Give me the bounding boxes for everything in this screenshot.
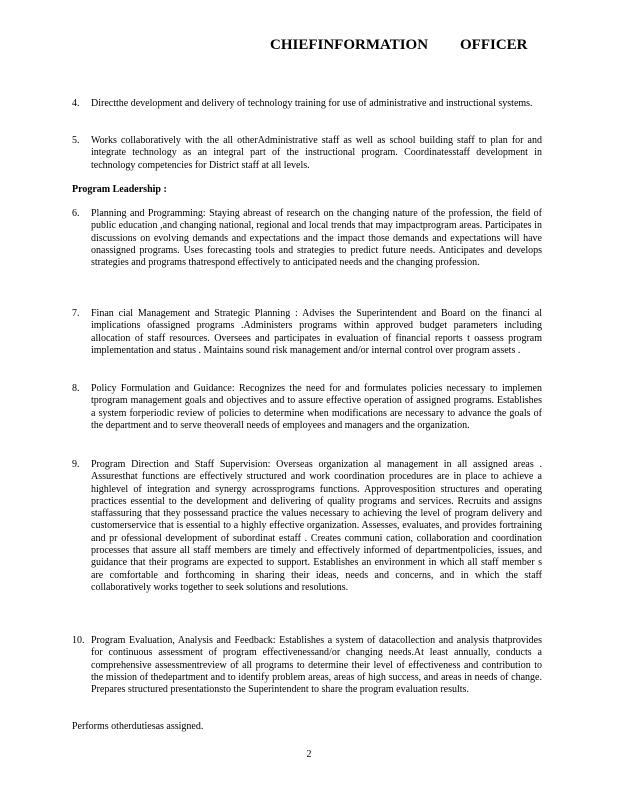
title-part-2: OFFICER bbox=[460, 37, 528, 53]
item-text: Policy Formulation and Guidance: Recognizes the need for and formulates policies necessary to implemen tprogram management goals and objectives and to assure effective operation of assigned programs. Establishes a system forperiodic review of policies to determine when modifications are necessary to advance the goals of the department and to serve theoverall needs of employees and managers and the organization. bbox=[91, 383, 542, 431]
item-number: 5. bbox=[72, 135, 80, 146]
item-text: Directthe development and delivery of technology training for use of administrative and instructional systems. bbox=[91, 98, 533, 109]
duty-item-4 bbox=[72, 98, 542, 110]
duty-item-9 bbox=[72, 459, 542, 594]
duty-item-8 bbox=[72, 383, 542, 432]
item-text: Planning and Programming: Staying abreast of research on the changing nature of the profession, the field of public education ,and changing national, regional and local trends that may impactprogram areas. Participates in discussions on evolving demands and expectations and the impact those demands and expectations will have onassigned programs. Uses forecasting tools and strategies to predict future needs. Anticipates and develops strategies and programs thatrespond effectively to anticipated needs and the changing profession. bbox=[91, 208, 542, 269]
duty-item-5 bbox=[72, 135, 542, 172]
item-number: 8. bbox=[72, 383, 80, 394]
title-part-1: CHIEFINFORMATION bbox=[270, 37, 429, 53]
item-text: Program Direction and Staff Supervision: Overseas organization al management in all assigned areas . Assuresthat functions are effectively structured and work coordination procedures are in place to achieve a highlevel of integration and synergy acrossprograms functions. Approvesposition structures and operating practices essential to the development and delivering of quality programs and services. Recruits and assigns staffassuring that they possessand practice the values necessary to achieving the level of program delivery and customerservice that is essential to a highly effective organization. Assesses, evaluates, and provides fortraining and pr ofessional development of subordinat estaff . Creates communi cation, collaboration and coordination processes that assure all staff members are timely and effectively informed of departmentpolicies, issues, and guidance that their programs are expected to support. Establishes an environment in which all staff member s are comfortable and forthcoming in sharing their ideas, needs and concerns, and in which the staff collaboratively works together to seek solutions and resolutions. bbox=[91, 459, 542, 593]
item-number: 7. bbox=[72, 308, 80, 319]
item-text: Finan cial Management and Strategic Planning : Advises the Superintendent and Board on the financi al implications ofassigned programs .Administers programs within approved budget parameters including allocation of staff resources. Oversees and participates in evaluation of financial reports t oassess program implementation and status . Maintains sound risk management and/or internal control over program assets . bbox=[91, 308, 542, 356]
duty-item-6 bbox=[72, 208, 542, 269]
item-number: 10. bbox=[72, 635, 85, 646]
section-heading: Program Leadership : bbox=[72, 184, 167, 195]
item-number: 9. bbox=[72, 459, 80, 470]
item-number: 6. bbox=[72, 208, 80, 219]
item-text: Program Evaluation, Analysis and Feedback: Establishes a system of datacollection and analysis thatprovides for continuous assessment of program effectivenessand/or changing needs.At least annually, conducts a comprehensive assessmentreview of all programs to determine their level of effectiveness and contribution to the mission of thedepartment and to identify problem areas, areas of high success, and areas in needs of change. Prepares structured presentationsto the Superintendent to share the program evaluation results. bbox=[91, 635, 542, 696]
page-number: 2 bbox=[306, 749, 312, 760]
closing-line: Performs otherdutiesas assigned. bbox=[72, 721, 204, 732]
item-number: 4. bbox=[72, 98, 80, 109]
item-text: Works collaboratively with the all otherAdministrative staff as well as school building staff to plan for and integrate technology as an integral part of the instructional program. Coordinatesstaff development in technology competencies for District staff at all levels. bbox=[91, 135, 542, 171]
duty-item-7 bbox=[72, 308, 542, 357]
duty-item-10 bbox=[72, 635, 542, 696]
